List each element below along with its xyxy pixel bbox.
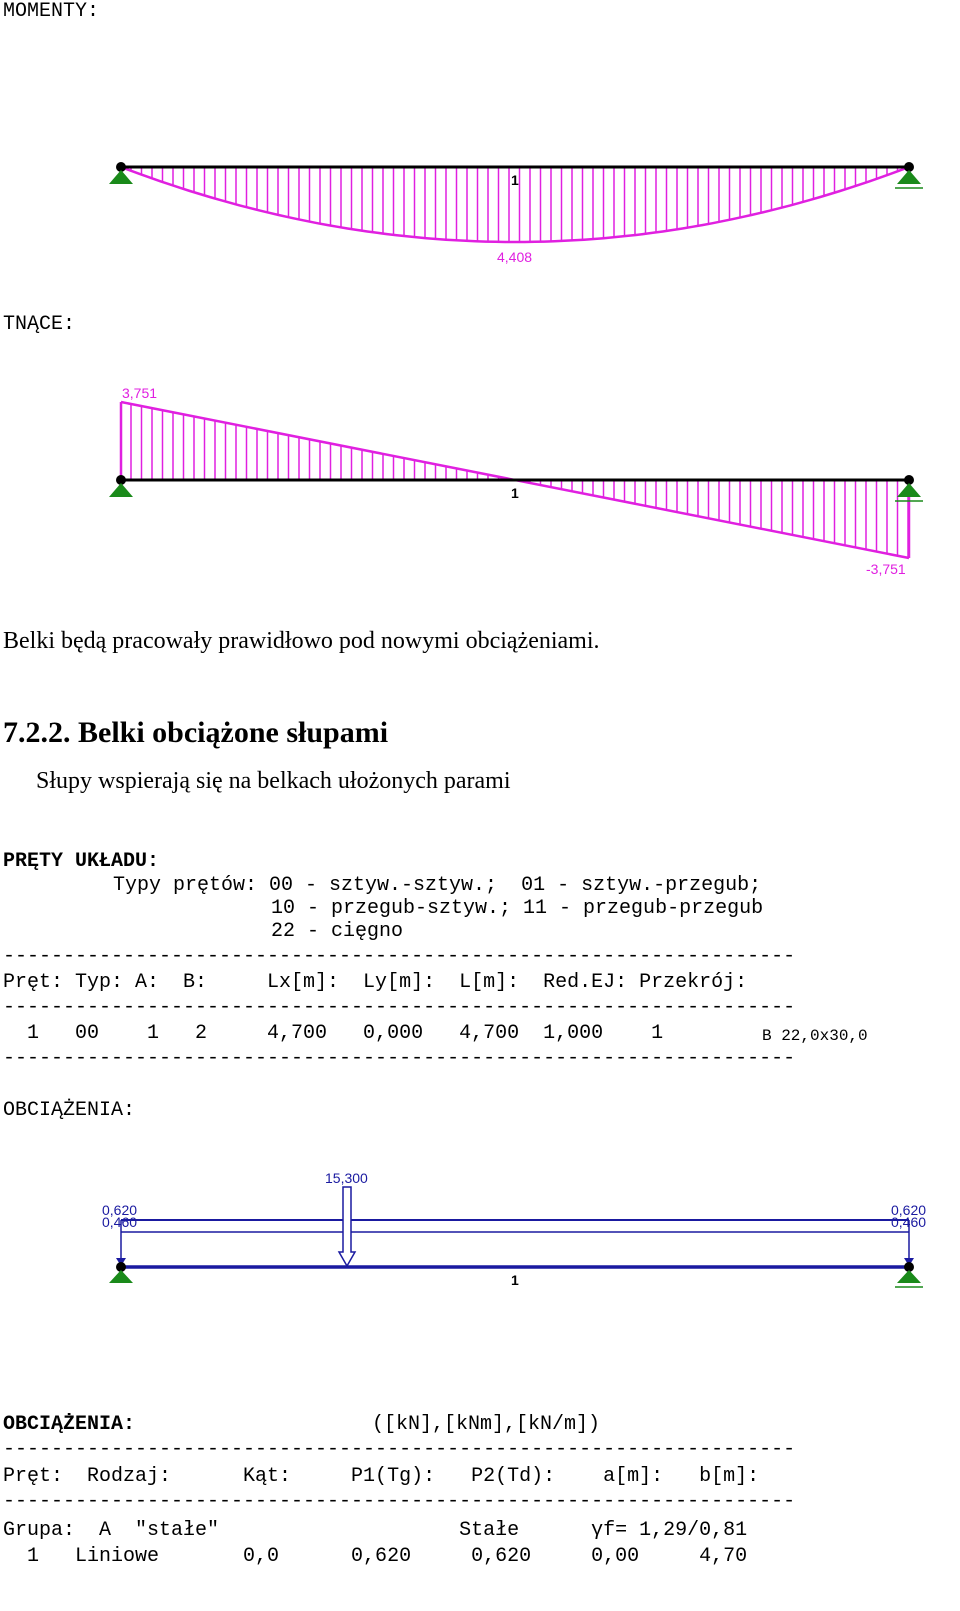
bars-row-1: 1 00 1 2 4,700 0,000 4,700 1,000 1 <box>3 1022 664 1045</box>
shear-heading: TNĄCE: <box>3 313 76 336</box>
loads-diagram <box>0 1160 960 1300</box>
shear-bar-label: 1 <box>511 485 519 501</box>
bars-heading: PRĘTY UKŁADU: <box>3 850 160 873</box>
support-left-icon <box>109 170 133 184</box>
point-load-arrow-icon <box>339 1187 355 1266</box>
section-title: 7.2.2. Belki obciążone słupami <box>3 716 389 749</box>
loads-table-heading: OBCIĄŻENIA: <box>3 1413 136 1436</box>
bars-row-1-section: B 22,0x30,0 <box>762 1027 868 1045</box>
moments-heading: MOMENTY: <box>3 0 100 23</box>
loads-bar-label: 1 <box>511 1272 519 1288</box>
bars-divider-top: ------------------------------------------------------------------ <box>3 945 796 968</box>
loads-diagram-heading: OBCIĄŻENIA: <box>3 1099 136 1122</box>
point-load-value: 15,300 <box>325 1170 368 1186</box>
support-left-icon <box>109 1270 133 1283</box>
shear-left-value: 3,751 <box>122 385 158 401</box>
support-left-icon <box>109 483 133 497</box>
section-subtitle: Słupy wspierają się na belkach ułożonych parami <box>36 768 511 794</box>
load-left-bottom-value: 0,460 <box>102 1214 138 1230</box>
moment-max-value: 4,408 <box>497 249 533 265</box>
moment-bar-label: 1 <box>511 172 519 188</box>
load-left-top-value: 0,620 <box>102 1202 138 1218</box>
bars-types-line3: 22 - cięgno <box>271 920 404 943</box>
loads-row-1: 1 Liniowe 0,0 0,620 0,620 0,00 4,70 <box>3 1545 748 1568</box>
load-right-bottom-value: 0,460 <box>891 1214 927 1230</box>
bars-divider-mid: ------------------------------------------------------------------ <box>3 996 796 1019</box>
support-right-icon <box>897 483 921 497</box>
support-right-icon <box>897 1270 921 1283</box>
shear-right-value: -3,751 <box>866 561 906 577</box>
bars-types-line2: 10 - przegub-sztyw.; 11 - przegub-przegub <box>271 897 764 920</box>
shear-diagram <box>0 380 960 590</box>
loads-divider-top: ------------------------------------------------------------------ <box>3 1438 796 1461</box>
loads-table-units: ([kN],[kNm],[kN/m]) <box>372 1413 601 1436</box>
bars-types-line1: Typy prętów: 00 - sztyw.-sztyw.; 01 - sztyw.-przegub; <box>113 874 762 897</box>
bars-divider-bottom: ------------------------------------------------------------------ <box>3 1047 796 1070</box>
loads-group-line: Grupa: A "stałe" Stałe γf= 1,29/0,81 <box>3 1519 748 1542</box>
load-right-top-value: 0,620 <box>891 1202 927 1218</box>
support-right-icon <box>897 170 921 184</box>
loads-divider-mid: ------------------------------------------------------------------ <box>3 1490 796 1513</box>
conclusion-text: Belki będą pracowały prawidłowo pod nowymi obciążeniami. <box>3 628 600 654</box>
loads-table-header: Pręt: Rodzaj: Kąt: P1(Tg): P2(Td): a[m]: b[m]: <box>3 1465 760 1488</box>
bars-table-header: Pręt: Typ: A: B: Lx[m]: Ly[m]: L[m]: Red.EJ: Przekrój: <box>3 971 748 994</box>
